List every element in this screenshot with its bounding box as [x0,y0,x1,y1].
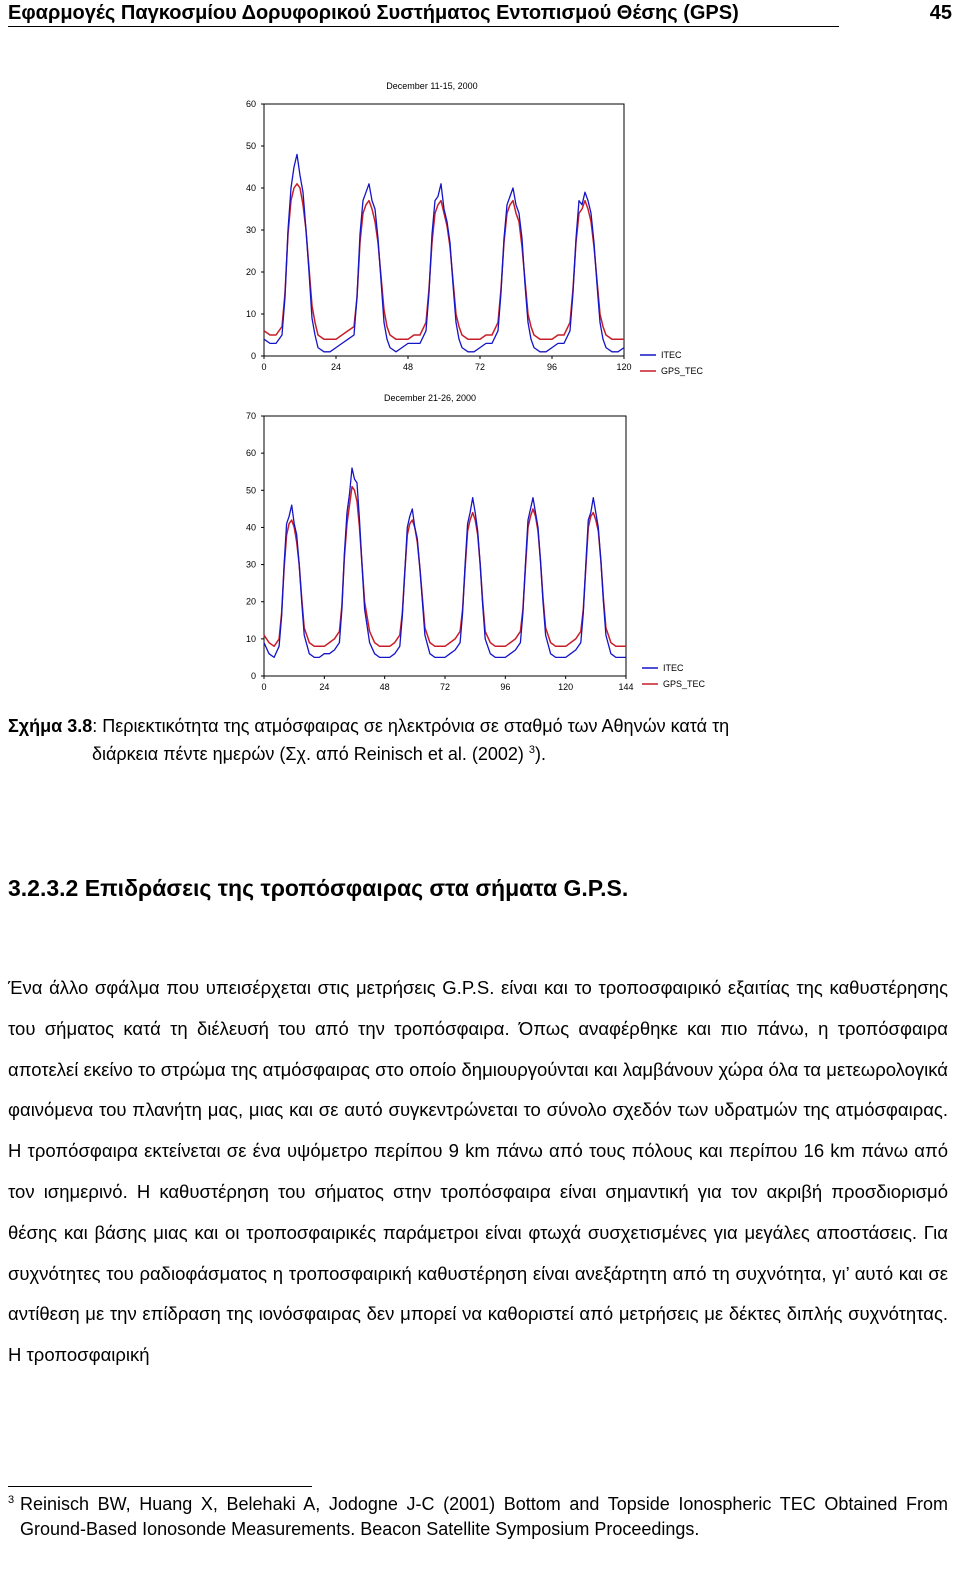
y-tick-label-dec-21-26-3: 30 [245,559,256,570]
y-tick-label-dec-11-15-4: 40 [245,183,256,193]
plot-frame-dec-21-26 [264,416,626,676]
section-heading: 3.2.3.2 Επιδράσεις της τροπόσφαιρας στα σήματα G.P.S. [8,875,629,901]
x-tick-label-dec-11-15-4: 96 [546,362,558,372]
y-tick-label-dec-21-26-7: 70 [245,411,256,421]
y-tick-label-dec-11-15-5: 50 [245,141,256,151]
chart-december-21-26 [0,388,960,708]
x-tick-label-dec-11-15-3: 72 [474,362,486,372]
y-tick-label-dec-11-15-6: 60 [245,99,256,109]
series-line-gps-tec-dec-21-26 [264,487,626,647]
body-paragraph: Ένα άλλο σφάλμα που υπεισέρχεται στις μετρήσεις G.P.S. είναι και το τροποσφαιρικό εξαιτίας της καθυστέρησης του σήματος κατά τη διέλευσή του από την τροπόσφαιρα. Όπως αναφέρθηκε και πιο πάνω, η τροπόσφαιρα αποτελεί εκείνο το στρώμα της ατμόσφαιρας στο οποίο δημιουργούνται και λαμβάνουν χώρα όλα τα μετεωρολογικά φαινόμενα του πλανήτη μας, μιας και σε αυτό συγκεντρώνεται το σύνολο σχεδόν των υδρατμών της ατμόσφαιρας. Η τροπόσφαιρα εκτείνεται σε ένα υψόμετρο περίπου 9 km πάνω από τους πόλους και περίπου 16 km πάνω από τον ισημερινό. Η καθυστέρηση του σήματος στην τροπόσφαιρα είναι σημαντική για τον ακριβή προσδιορισμό θέσης και βάσης μιας και οι τροποσφαιρικές παράμετροι είναι φτωχά συσχετισμένες για μεγάλες αποστάσεις. Για συχνότητες του ραδιοφάσματος η τροποσφαιρική καθυστέρηση είναι ανεξάρτητη από τη συχνότητα, γι’ αυτό και σε αντίθεση με την επίδραση της ιονόσφαιρας δεν μπορεί να καθοριστεί από μετρήσεις με δέκτες διπλής συχνότητας. Η τροποσφαιρική [8,977,948,1366]
body-text [8,968,948,1376]
footnote-mark: 3 [8,1494,15,1506]
footnote-divider [8,1486,312,1487]
y-tick-label-dec-11-15-2: 20 [245,267,256,277]
chart-title-dec-21-26: December 21-26, 2000 [383,393,477,403]
caption-text-line2: διάρκεια πέντε ημερών (Σχ. από Reinisch et al. (2002) [92,744,529,764]
series-line-itec-dec-21-26 [264,468,626,657]
x-tick-label-dec-21-26-2: 48 [379,682,390,692]
x-tick-label-dec-21-26-3: 72 [439,682,451,692]
caption-label: Σχήμα 3.8 [8,716,93,736]
x-tick-label-dec-11-15-0: 0 [261,362,267,372]
caption-text-end: ). [535,744,546,764]
figure-caption [8,714,948,766]
caption-footnote-ref[interactable]: 3 [528,744,535,756]
x-tick-label-dec-11-15-2: 48 [402,362,414,372]
page-number: 45 [929,2,952,24]
x-tick-label-dec-21-26-1: 24 [319,682,330,692]
y-tick-label-dec-21-26-5: 50 [245,485,256,496]
y-tick-label-dec-21-26-0: 0 [250,671,256,681]
y-tick-label-dec-21-26-2: 20 [245,596,256,607]
chart-december-11-15 [0,76,960,396]
x-tick-label-dec-21-26-4: 96 [500,682,511,692]
legend-label-gps-tec-dec-11-15: GPS_TEC [661,366,704,376]
x-tick-label-dec-11-15-5: 120 [616,362,632,372]
x-tick-label-dec-21-26-0: 0 [261,682,267,692]
y-tick-label-dec-21-26-4: 40 [245,522,256,533]
x-tick-label-dec-21-26-6: 144 [618,682,634,692]
x-tick-label-dec-11-15-1: 24 [330,362,342,372]
page-header [8,0,952,26]
legend-label-itec-dec-11-15: ITEC [661,350,682,360]
y-tick-label-dec-21-26-6: 60 [245,448,256,459]
caption-text-line1: : Περιεκτικότητα της ατμόσφαιρας σε ηλεκτρόνια σε σταθμό των Αθηνών κατά τη [92,716,730,736]
y-tick-label-dec-11-15-1: 10 [245,309,256,319]
legend-label-gps-tec-dec-21-26: GPS_TEC [663,679,706,689]
footnote-text: Reinisch BW, Huang X, Belehaki A, Jodogne J-C (2001) Bottom and Topside Ionospheric TEC Obtained From Ground-Based Ionosonde Measurements. Beacon Satellite Symposium Proceedings. [20,1494,948,1539]
y-tick-label-dec-11-15-3: 30 [245,225,256,235]
running-title: Εφαρμογές Παγκοσμίου Δορυφορικού Συστήματος Εντοπισμού Θέσης (GPS) [8,2,839,27]
x-tick-label-dec-21-26-5: 120 [558,682,574,692]
legend-label-itec-dec-21-26: ITEC [663,663,684,673]
y-tick-label-dec-21-26-1: 10 [245,633,256,644]
footnote [8,1492,948,1542]
caption-line2 [8,738,948,766]
chart-title-dec-11-15: December 11-15, 2000 [386,81,478,91]
y-tick-label-dec-11-15-0: 0 [250,351,256,361]
